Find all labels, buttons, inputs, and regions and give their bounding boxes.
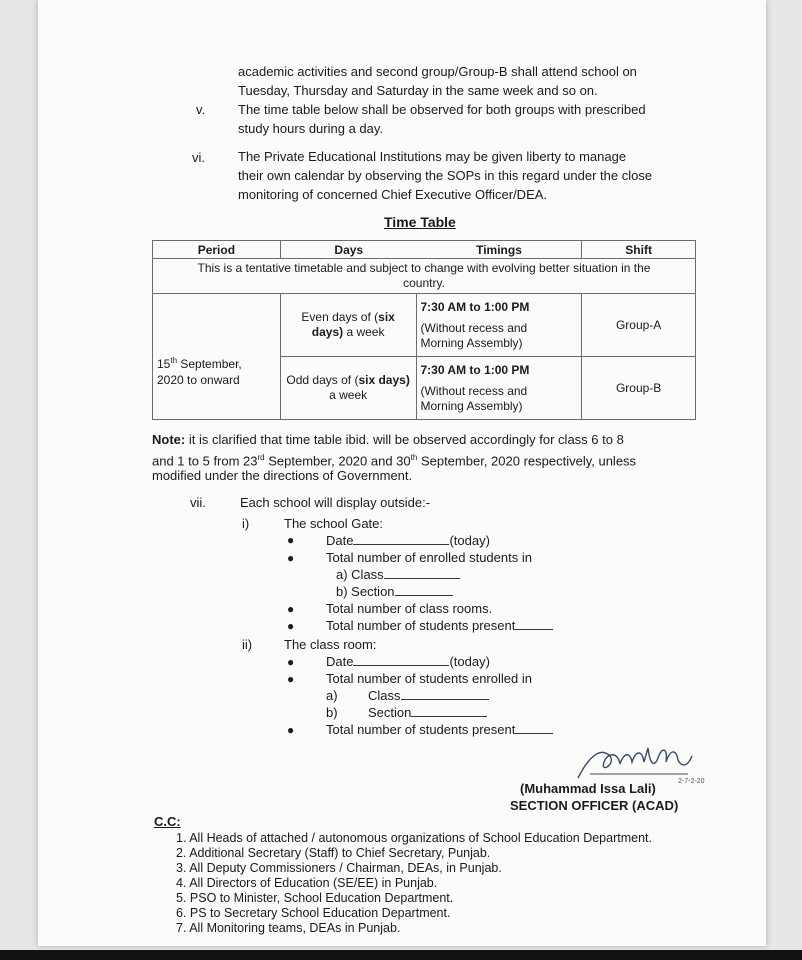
note-line: and 1 to 5 from 23rd September, 2020 and 30th September, 2020 respectively, unless bbox=[152, 453, 637, 469]
timetable-note-line: This is a tentative timetable and subject to change with evolving better situation in the bbox=[197, 261, 651, 275]
cc-item: 6. PS to Secretary School Education Department. bbox=[176, 906, 451, 920]
room-section-line: Section bbox=[368, 703, 487, 722]
room-b-marker: b) bbox=[326, 705, 338, 720]
timings-cell: 7:30 AM to 1:00 PM (Without recess and Morning Assembly) bbox=[416, 294, 582, 357]
shift-cell: Group-A bbox=[582, 294, 696, 357]
bullet-icon: ● bbox=[287, 655, 295, 669]
timetable-note-row bbox=[153, 259, 696, 294]
cc-list bbox=[176, 831, 652, 936]
gate-rooms-line: Total number of class rooms. bbox=[326, 601, 493, 616]
bullet-icon: ● bbox=[287, 723, 295, 737]
timings-cell: 7:30 AM to 1:00 PM (Without recess and Morning Assembly) bbox=[416, 357, 582, 420]
note-line: Note: it is clarified that time table ibid. will be observed accordingly for class 6 to 8 bbox=[152, 432, 624, 447]
item-vi-text: monitoring of concerned Chief Executive Officer/DEA. bbox=[238, 187, 548, 202]
room-enrolled-line: Total number of students enrolled in bbox=[326, 671, 532, 686]
signature-date-scrawl: 2-7-2-20 bbox=[678, 778, 705, 785]
cc-item: 4. All Directors of Education (SE/EE) in Punjab. bbox=[176, 876, 438, 890]
days-cell: Odd days of (six days) a week bbox=[280, 357, 416, 420]
paragraph-continuation-line: Tuesday, Thursday and Saturday in the same week and so on. bbox=[238, 83, 598, 98]
header-days-timings bbox=[280, 241, 581, 259]
header-days: Days bbox=[334, 242, 364, 257]
cc-item: 2. Additional Secretary (Staff) to Chief Secretary, Punjab. bbox=[176, 846, 491, 860]
signatory-title: SECTION OFFICER (ACAD) bbox=[510, 798, 679, 813]
paragraph-continuation-line: academic activities and second group/Group-B shall attend school on bbox=[238, 64, 637, 79]
timetable-row-group-a bbox=[153, 294, 696, 357]
bullet-icon: ● bbox=[287, 551, 295, 565]
bullet-icon: ● bbox=[287, 672, 295, 686]
timetable-header-row bbox=[153, 241, 696, 259]
gate-present-line: Total number of students present bbox=[326, 616, 553, 635]
timetable bbox=[152, 240, 696, 420]
shift-cell: Group-B bbox=[582, 357, 696, 420]
gate-class-line: a) Class bbox=[336, 565, 460, 584]
item-vi-text: their own calendar by observing the SOPs in this regard under the close bbox=[238, 168, 653, 183]
document-page bbox=[38, 0, 766, 946]
item-vii-marker: vii. bbox=[190, 495, 206, 510]
cc-item: 5. PSO to Minister, School Education Department. bbox=[176, 891, 454, 905]
room-class-line: Class bbox=[368, 686, 489, 705]
item-vi-marker: vi. bbox=[192, 150, 205, 165]
gate-enrolled-line: Total number of enrolled students in bbox=[326, 550, 532, 565]
sub-ii-marker: ii) bbox=[242, 637, 253, 652]
room-present-line: Total number of students present bbox=[326, 720, 553, 739]
header-timings: Timings bbox=[476, 242, 522, 257]
days-cell: Even days of (six days) a week bbox=[280, 294, 416, 357]
sub-i-marker: i) bbox=[242, 516, 250, 531]
sub-ii-text: The class room: bbox=[284, 637, 377, 652]
period-cell: 15th September, 2020 to onward bbox=[153, 294, 281, 420]
gate-section-line: b) Section bbox=[336, 582, 453, 601]
note-line: modified under the directions of Government. bbox=[152, 468, 413, 483]
cc-item: 7. All Monitoring teams, DEAs in Punjab. bbox=[176, 921, 401, 935]
timetable-title: Time Table bbox=[384, 214, 456, 230]
cc-heading: C.C: bbox=[154, 814, 181, 829]
sub-i-text: The school Gate: bbox=[284, 516, 383, 531]
item-vii-text: Each school will display outside:- bbox=[240, 495, 431, 510]
header-period: Period bbox=[153, 241, 281, 259]
bullet-icon: ● bbox=[287, 533, 295, 547]
bottom-bar bbox=[0, 950, 802, 960]
signatory-name: (Muhammad Issa Lali) bbox=[520, 781, 656, 796]
item-v-text: study hours during a day. bbox=[238, 121, 384, 136]
cc-item: 3. All Deputy Commissioners / Chairman, DEAs, in Punjab. bbox=[176, 861, 502, 875]
gate-date-line: Date (today) bbox=[326, 533, 490, 548]
bullet-icon: ● bbox=[287, 619, 295, 633]
room-a-marker: a) bbox=[326, 688, 338, 703]
item-vi-text: The Private Educational Institutions may be given liberty to manage bbox=[238, 149, 627, 164]
item-v-text: The time table below shall be observed for both groups with prescribed bbox=[238, 102, 646, 117]
bullet-icon: ● bbox=[287, 602, 295, 616]
cc-item: 1. All Heads of attached / autonomous organizations of School Education Department. bbox=[176, 831, 652, 845]
timetable-note-line: country. bbox=[403, 276, 445, 290]
header-shift: Shift bbox=[582, 241, 696, 259]
room-date-line: Date (today) bbox=[326, 654, 490, 669]
item-v-marker: v. bbox=[196, 102, 206, 117]
